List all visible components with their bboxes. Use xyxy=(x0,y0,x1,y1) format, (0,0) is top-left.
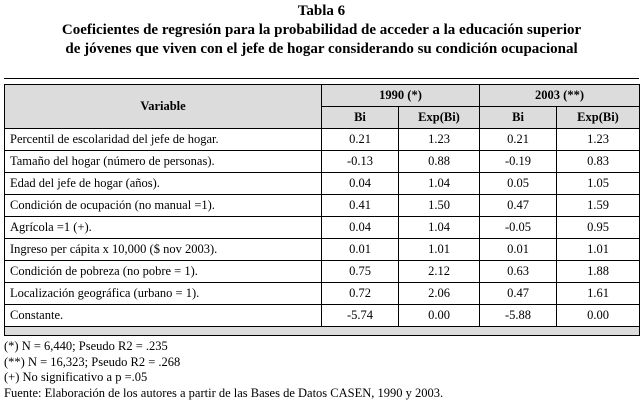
note-2003: (**) N = 16,323; Pseudo R2 = .268 xyxy=(4,354,181,369)
cell-value: -0.13 xyxy=(322,151,399,173)
cell-value: 0.47 xyxy=(480,195,557,217)
cell-value: 1.04 xyxy=(399,217,480,239)
cell-value: 0.95 xyxy=(557,217,640,239)
note-significance: (+) No significativo a p =.05 xyxy=(4,370,148,384)
row-label: Constante. xyxy=(5,305,322,327)
cell-value: 1.50 xyxy=(399,195,480,217)
cell-value: 1.23 xyxy=(557,129,640,151)
cell-value: 0.63 xyxy=(480,261,557,283)
variable-header: Variable xyxy=(5,85,322,129)
subheader-expbi-1990: Exp(Bi) xyxy=(399,107,480,129)
group-header-2003: 2003 (**) xyxy=(480,85,640,107)
cell-value: 0.47 xyxy=(480,283,557,305)
group-header-1990: 1990 (*) xyxy=(322,85,480,107)
row-label: Tamaño del hogar (número de personas). xyxy=(5,151,322,173)
table-caption-line-2: de jóvenes que viven con el jefe de hogar considerando su condición ocupacional xyxy=(65,41,578,57)
row-label: Localización geográfica (urbano = 1). xyxy=(5,283,322,305)
cell-value: 1.01 xyxy=(557,239,640,261)
cell-value: 0.88 xyxy=(399,151,480,173)
row-label: Ingreso per cápita x 10,000 ($ nov 2003). xyxy=(5,239,322,261)
cell-value: 0.72 xyxy=(322,283,399,305)
cell-value: -5.88 xyxy=(480,305,557,327)
cell-value: 1.23 xyxy=(399,129,480,151)
header-row-groups xyxy=(5,85,640,107)
cell-value: 1.88 xyxy=(557,261,640,283)
cell-value: 0.04 xyxy=(322,217,399,239)
subheader-bi-1990: Bi xyxy=(322,107,399,129)
footer-band-cell xyxy=(5,327,640,336)
cell-value: 1.59 xyxy=(557,195,640,217)
cell-value: 1.61 xyxy=(557,283,640,305)
cell-value: 1.01 xyxy=(399,239,480,261)
table-row xyxy=(5,283,640,305)
cell-value: 0.04 xyxy=(322,173,399,195)
cell-value: 0.21 xyxy=(480,129,557,151)
table-row xyxy=(5,261,640,283)
table-row xyxy=(5,239,640,261)
cell-value: 0.00 xyxy=(399,305,480,327)
cell-value: 0.00 xyxy=(557,305,640,327)
top-rule xyxy=(4,78,639,79)
cell-value: 0.21 xyxy=(322,129,399,151)
table-row xyxy=(5,151,640,173)
cell-value: 0.01 xyxy=(480,239,557,261)
subheader-expbi-2003: Exp(Bi) xyxy=(557,107,640,129)
table-notes xyxy=(4,339,443,401)
cell-value: 1.04 xyxy=(399,173,480,195)
note-source: Fuente: Elaboración de los autores a partir de las Bases de Datos CASEN, 1990 y 2003. xyxy=(4,385,444,400)
table-title xyxy=(0,2,643,59)
table-row xyxy=(5,195,640,217)
row-label: Condición de ocupación (no manual =1). xyxy=(5,195,322,217)
cell-value: -0.19 xyxy=(480,151,557,173)
cell-value: 0.41 xyxy=(322,195,399,217)
cell-value: -0.05 xyxy=(480,217,557,239)
table-row xyxy=(5,129,640,151)
cell-value: 0.83 xyxy=(557,151,640,173)
row-label: Condición de pobreza (no pobre = 1). xyxy=(5,261,322,283)
cell-value: 0.01 xyxy=(322,239,399,261)
cell-value: 1.05 xyxy=(557,173,640,195)
cell-value: 2.06 xyxy=(399,283,480,305)
row-label: Agrícola =1 (+). xyxy=(5,217,322,239)
cell-value: 0.05 xyxy=(480,173,557,195)
table-caption-line-1: Coeficientes de regresión para la probabilidad de acceder a la educación superior xyxy=(61,22,582,38)
note-1990: (*) N = 6,440; Pseudo R2 = .235 xyxy=(4,339,168,353)
row-label: Edad del jefe de hogar (años). xyxy=(5,173,322,195)
cell-value: 2.12 xyxy=(399,261,480,283)
cell-value: -5.74 xyxy=(322,305,399,327)
row-label: Percentil de escolaridad del jefe de hogar. xyxy=(5,129,322,151)
subheader-bi-2003: Bi xyxy=(480,107,557,129)
table-row xyxy=(5,305,640,327)
cell-value: 0.75 xyxy=(322,261,399,283)
table-row xyxy=(5,217,640,239)
table-footer-band xyxy=(5,327,640,336)
regression-table xyxy=(4,84,640,336)
table-row xyxy=(5,173,640,195)
table-number: Tabla 6 xyxy=(297,3,346,19)
